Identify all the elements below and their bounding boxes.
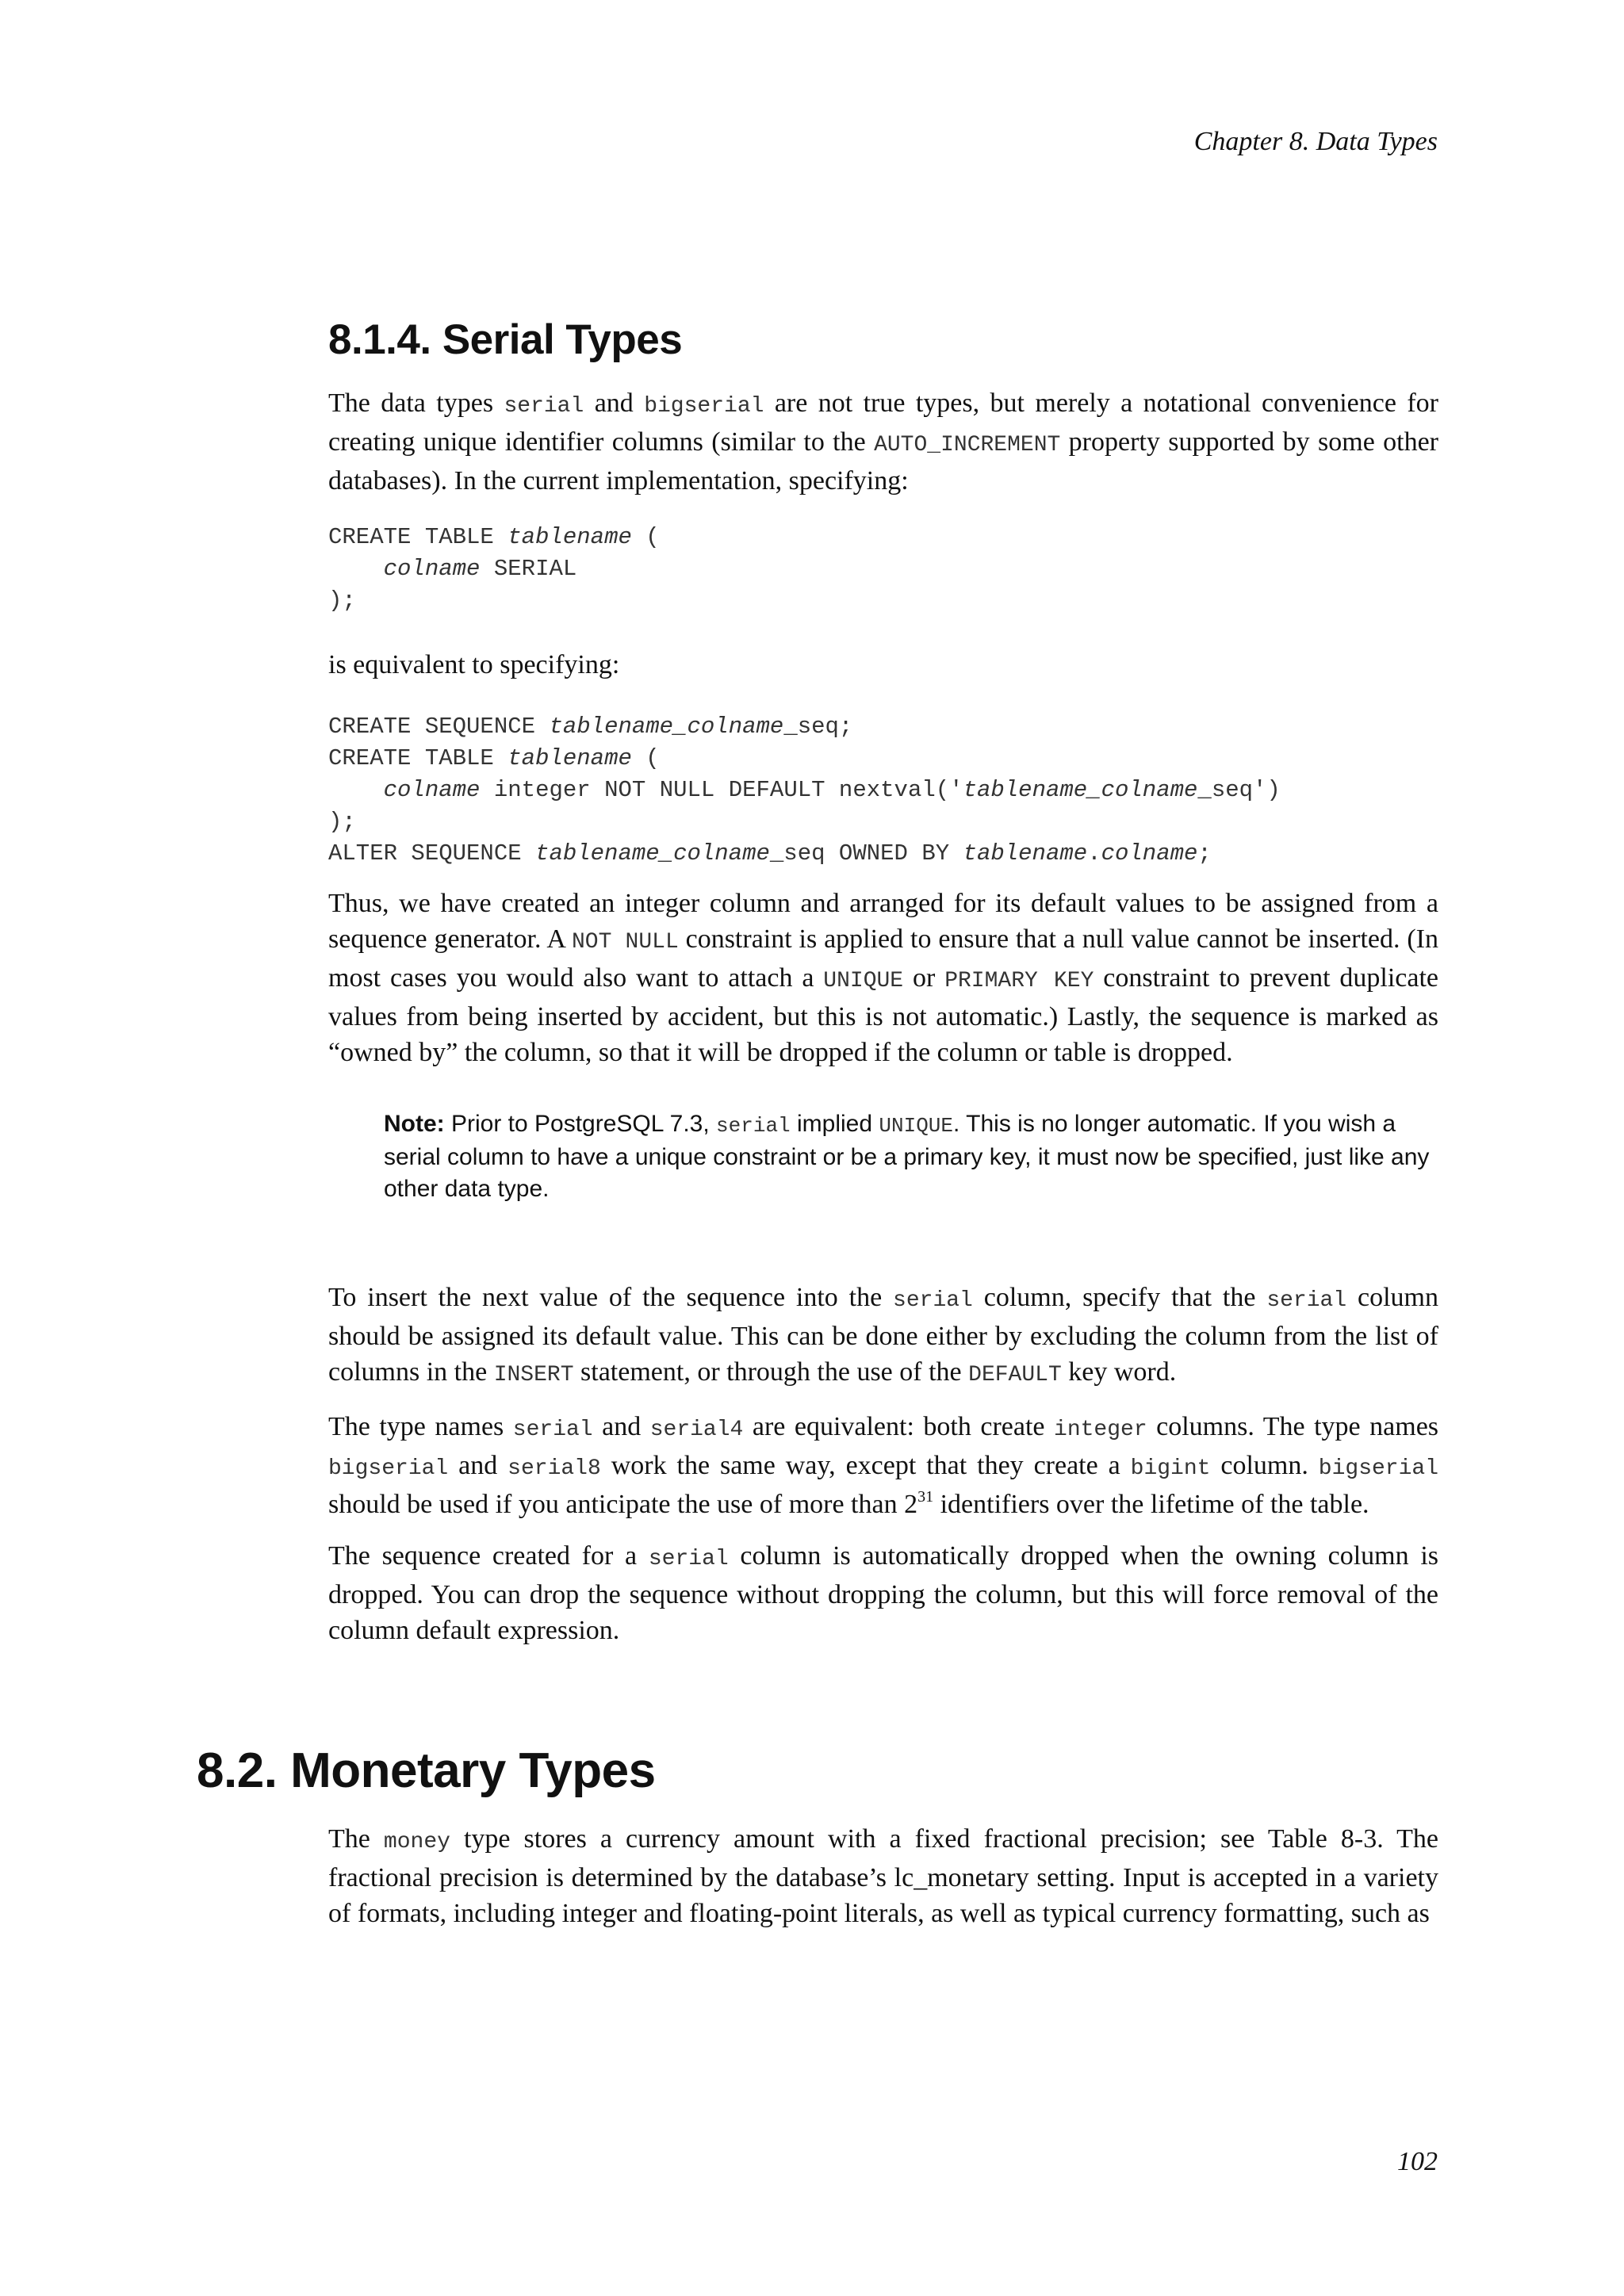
inline-code: NOT NULL	[571, 930, 679, 955]
inline-code: serial	[1266, 1288, 1347, 1313]
inline-code: money	[383, 1830, 450, 1854]
text: column should be assigned its default value. This can be done either by excluding the column from the list of columns in the	[328, 1283, 1438, 1387]
text: Thus, we have created an integer column and arranged for its default values to be assigned from a sequence generator. A	[328, 889, 1438, 954]
superscript: 31	[917, 1487, 934, 1506]
paragraph-serial-intro	[328, 385, 1438, 499]
text: constraint to prevent duplicate values from being inserted by accident, but this is not automatic.) Lastly, the sequence is marked as “owned by” the column, so that it will be dropped if the column or table is dropped.	[328, 963, 1438, 1067]
code-text: (	[631, 745, 660, 771]
inline-code: serial	[504, 394, 584, 419]
inline-code: AUTO_INCREMENT	[874, 433, 1061, 457]
text: key word.	[1061, 1357, 1177, 1387]
code-text: integer NOT NULL DEFAULT nextval('	[480, 777, 963, 803]
paragraph-money-type	[328, 1821, 1438, 1931]
text: are not true types, but merely a notational convenience for creating unique identifier columns (similar to the	[328, 388, 1438, 457]
text: The data types	[328, 388, 504, 418]
code-text	[328, 777, 384, 803]
text: type stores a currency amount with a fixed fractional precision; see Table 8-3. The fractional precision is determined by the database’s lc_monetary setting. Input is accepted in a variety of formats, including integer and floating-point literals, as well as typical currency formatting, such as	[328, 1824, 1439, 1928]
section-heading-serial-types: 8.1.4. Serial Types	[328, 316, 683, 363]
text: . This is no longer automatic. If you wish a serial column to have a unique constraint or be a primary key, it must now be specified, just like any other data type.	[384, 1111, 1430, 1202]
paragraph-insert-next-value	[328, 1280, 1438, 1393]
inline-code: bigserial	[644, 394, 764, 419]
inline-code: UNIQUE	[879, 1114, 954, 1138]
inline-code: serial	[893, 1288, 973, 1313]
code-text	[328, 556, 384, 582]
text: statement, or through the use of the	[573, 1357, 969, 1387]
text: or	[903, 963, 945, 993]
code-text: _seq')	[1197, 777, 1281, 803]
code-text: ;	[1197, 840, 1212, 867]
paragraph-integer-column	[328, 886, 1438, 1070]
code-placeholder: tablename_colname	[963, 777, 1198, 803]
code-text: (	[631, 524, 660, 550]
inline-code: bigserial	[1318, 1456, 1439, 1481]
code-block-create-table	[328, 522, 1438, 617]
text: The sequence created for a	[328, 1541, 649, 1571]
text: identifiers over the lifetime of the table.	[933, 1490, 1369, 1519]
text: column is automatically dropped when the owning column is dropped. You can drop the sequence without dropping the column, but this will force removal of the column default expression.	[328, 1541, 1438, 1645]
text: constraint is applied to ensure that a null value cannot be inserted. (In most cases you would also want to attach a	[328, 924, 1439, 993]
text: The type names	[328, 1412, 513, 1441]
text: and	[592, 1412, 650, 1441]
text: The	[328, 1824, 384, 1854]
code-placeholder: colname	[1101, 840, 1198, 867]
inline-code: PRIMARY KEY	[944, 969, 1094, 993]
text: and	[584, 388, 645, 418]
paragraph-sequence-dropped	[328, 1538, 1438, 1648]
code-text: CREATE TABLE	[328, 524, 508, 550]
code-placeholder: tablename	[508, 745, 632, 771]
text: column.	[1210, 1451, 1319, 1480]
code-placeholder: colname	[383, 777, 481, 803]
code-text: ALTER SEQUENCE	[328, 840, 536, 867]
section-heading-monetary-types: 8.2. Monetary Types	[197, 1743, 656, 1798]
inline-code: integer	[1054, 1418, 1147, 1442]
text: should be used if you anticipate the use of more than 2	[328, 1490, 918, 1519]
text: Prior to PostgreSQL 7.3,	[444, 1111, 717, 1137]
code-text: SERIAL	[480, 556, 577, 582]
inline-code: serial8	[508, 1456, 601, 1481]
code-placeholder: colname	[383, 556, 481, 582]
note-box	[384, 1108, 1438, 1205]
code-text: .	[1087, 840, 1101, 867]
text: are equivalent: both create	[743, 1412, 1055, 1441]
paragraph-equivalent	[328, 647, 1438, 683]
inline-code: DEFAULT	[968, 1363, 1062, 1387]
text: and	[448, 1451, 508, 1480]
code-placeholder: tablename_colname	[549, 714, 784, 740]
paragraph-type-names	[328, 1409, 1438, 1522]
inline-code: bigserial	[328, 1456, 449, 1481]
code-placeholder: tablename_colname	[535, 840, 770, 867]
text: is equivalent to specifying:	[328, 650, 620, 679]
inline-code: serial	[512, 1418, 593, 1442]
inline-code: bigint	[1130, 1456, 1211, 1481]
code-text: CREATE SEQUENCE	[328, 714, 550, 740]
code-text: );	[328, 587, 356, 614]
code-placeholder: tablename	[963, 840, 1088, 867]
code-text: );	[328, 809, 356, 835]
code-text: CREATE TABLE	[328, 745, 508, 771]
note-label: Note:	[384, 1111, 445, 1137]
text: work the same way, except that they create a	[600, 1451, 1131, 1480]
inline-code: UNIQUE	[823, 969, 904, 993]
code-text: _seq;	[783, 714, 853, 740]
text: implied	[790, 1111, 879, 1137]
text: property supported by some other databases). In the current implementation, specifying:	[328, 427, 1438, 496]
code-text: _seq OWNED BY	[769, 840, 963, 867]
text: column, specify that the	[972, 1283, 1267, 1312]
inline-code: serial	[648, 1547, 729, 1571]
text: columns. The type names	[1147, 1412, 1439, 1441]
running-header: Chapter 8. Data Types	[1193, 127, 1438, 156]
text: To insert the next value of the sequence into the	[328, 1283, 894, 1312]
inline-code: serial4	[649, 1418, 744, 1442]
code-block-sequence	[328, 711, 1438, 870]
page-number: 102	[1397, 2147, 1438, 2176]
inline-code: INSERT	[493, 1363, 574, 1387]
inline-code: serial	[716, 1114, 791, 1138]
code-placeholder: tablename	[508, 524, 632, 550]
